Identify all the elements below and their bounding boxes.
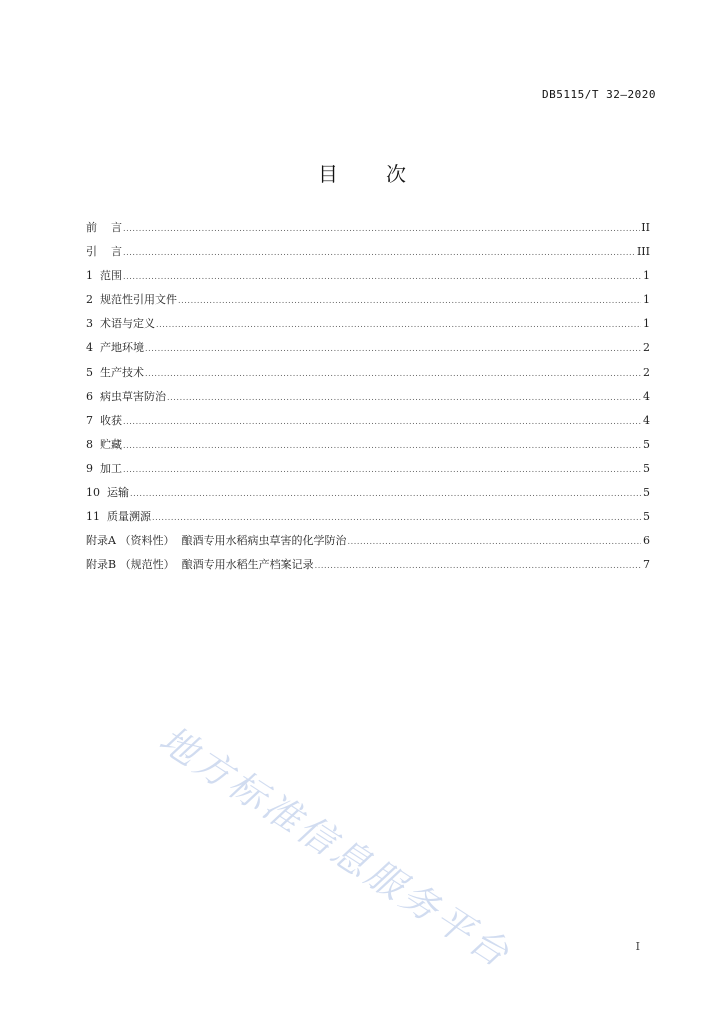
toc-entry-number: 3	[86, 317, 93, 331]
toc-entry-page: 4	[643, 389, 650, 403]
toc-entry-number: 前	[86, 221, 97, 234]
toc-entry-number: 引	[86, 245, 97, 259]
title-char-1: 目	[318, 162, 338, 186]
toc-entry-label: 术语与定义	[93, 317, 155, 331]
leader-dots	[123, 417, 641, 426]
toc-entry-label: 规范性引用文件	[93, 293, 177, 307]
toc-entry-label: 贮藏	[93, 437, 122, 451]
toc-entry-page: III	[636, 245, 650, 259]
toc-entry-page: 5	[643, 510, 650, 524]
leader-dots	[130, 489, 641, 498]
toc-entry-page: 5	[643, 486, 650, 500]
toc-entry-page: 2	[643, 365, 650, 379]
toc-entry-number: 1	[86, 269, 93, 283]
toc-entry-normative-references[interactable]	[86, 291, 650, 315]
leader-dots	[156, 320, 641, 329]
toc-entry-number: 5	[86, 365, 93, 379]
toc-entry-harvest[interactable]	[86, 412, 650, 436]
title-char-2: 次	[386, 162, 406, 186]
toc-entry-label: 质量溯源	[100, 510, 151, 524]
toc-entry-page: 7	[643, 558, 650, 572]
toc-entry-page: 5	[643, 461, 650, 475]
toc-entry-page: 2	[643, 341, 650, 355]
table-of-contents	[86, 219, 650, 580]
toc-entry-terms-definitions[interactable]	[86, 315, 650, 339]
page-title	[0, 158, 724, 187]
toc-entry-number: 4	[86, 341, 93, 355]
toc-entry-label: 言	[97, 221, 122, 234]
toc-entry-number: 10	[86, 486, 100, 500]
toc-entry-label: 言	[97, 245, 122, 259]
toc-entry-processing[interactable]	[86, 460, 650, 484]
toc-entry-page: 1	[643, 293, 650, 307]
toc-entry-number: 6	[86, 389, 93, 403]
toc-entry-number: 附录A	[86, 534, 116, 548]
toc-entry-number: 9	[86, 461, 93, 475]
toc-entry-number: 附录B	[86, 558, 117, 572]
leader-dots	[167, 393, 641, 402]
leader-dots	[123, 224, 640, 233]
leader-dots	[123, 248, 636, 257]
leader-dots	[152, 513, 641, 522]
toc-entry-environment[interactable]	[86, 339, 650, 363]
toc-entry-introduction[interactable]	[86, 243, 650, 267]
toc-entry-page: 1	[643, 317, 650, 331]
toc-entry-page: 4	[643, 413, 650, 427]
toc-entry-appendix-b[interactable]	[86, 556, 650, 580]
watermark-text: 地方标准信息服务平台	[151, 717, 519, 977]
toc-entry-label: 运输	[100, 486, 129, 500]
toc-entry-label: 病虫草害防治	[93, 389, 166, 403]
leader-dots	[145, 369, 641, 378]
toc-entry-pest-control[interactable]	[86, 388, 650, 412]
toc-entry-number: 2	[86, 293, 93, 307]
toc-entry-label: 范围	[93, 269, 122, 283]
toc-entry-page: II	[641, 221, 650, 234]
leader-dots	[123, 441, 641, 450]
toc-entry-page: 5	[643, 437, 650, 451]
toc-entry-number: 11	[86, 510, 100, 524]
toc-entry-appendix-a[interactable]	[86, 532, 650, 556]
leader-dots	[145, 344, 641, 353]
leader-dots	[315, 561, 641, 570]
toc-entry-storage[interactable]	[86, 436, 650, 460]
toc-entry-label: 产地环境	[93, 341, 144, 355]
toc-entry-label: 生产技术	[93, 365, 144, 379]
toc-entry-transport[interactable]	[86, 484, 650, 508]
leader-dots	[123, 272, 641, 281]
toc-entry-foreword[interactable]	[86, 219, 650, 243]
page-number: I	[635, 940, 640, 953]
leader-dots	[178, 296, 641, 305]
toc-entry-label: 加工	[93, 461, 122, 475]
leader-dots	[347, 537, 641, 546]
toc-entry-traceability[interactable]	[86, 508, 650, 532]
toc-entry-label: （规范性） 酿酒专用水稻生产档案记录	[116, 558, 314, 572]
leader-dots	[123, 465, 641, 474]
toc-entry-page: 1	[643, 269, 650, 283]
toc-entry-number: 7	[86, 413, 93, 427]
toc-entry-page: 6	[643, 534, 650, 548]
toc-entry-label: 收获	[93, 413, 122, 427]
toc-entry-scope[interactable]	[86, 267, 650, 291]
toc-entry-number: 8	[86, 437, 93, 451]
toc-entry-production-tech[interactable]	[86, 364, 650, 388]
standard-number: DB5115/T 32—2020	[542, 88, 656, 101]
toc-entry-label: （资料性） 酿酒专用水稻病虫草害的化学防治	[115, 534, 347, 548]
